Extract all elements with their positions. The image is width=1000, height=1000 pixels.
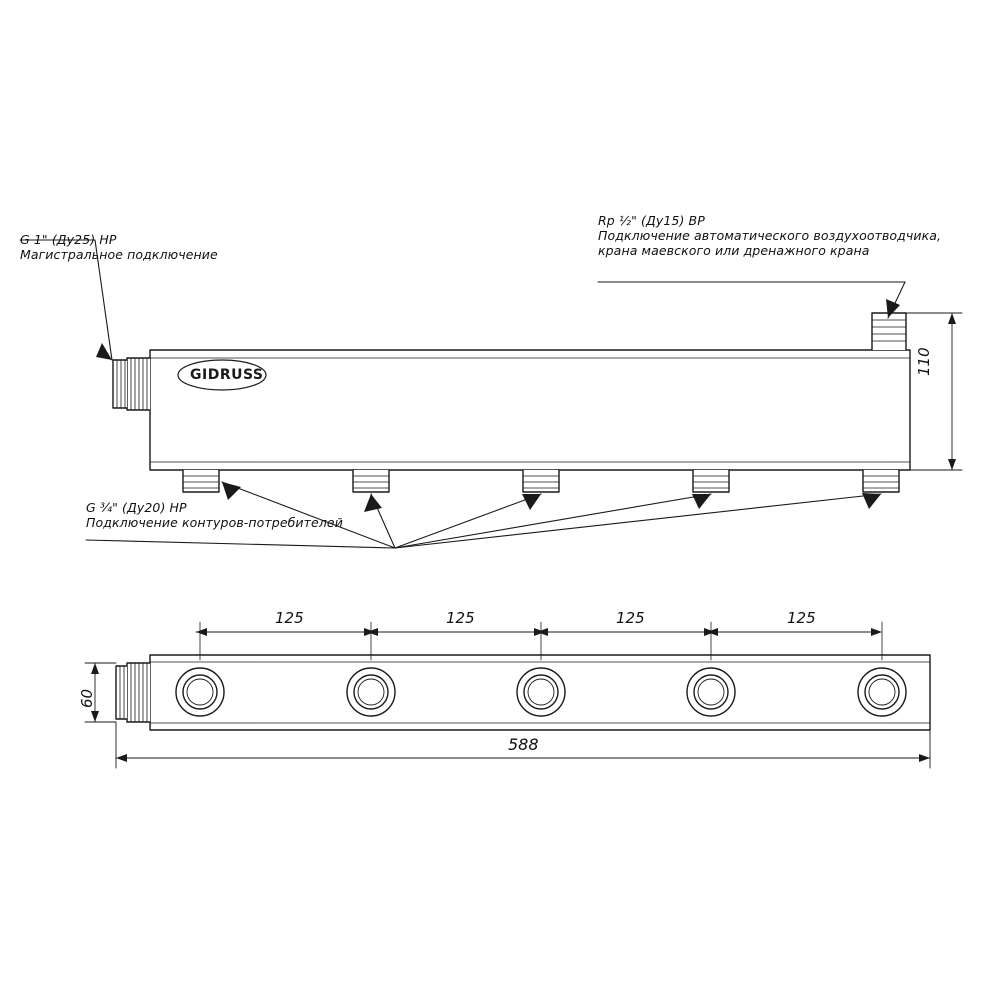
- outlet-port-4: [693, 470, 729, 492]
- dimension-label-110: 110: [915, 347, 933, 376]
- dimension-label-spacing-1: 125: [275, 609, 304, 627]
- outlet-port-2: [353, 470, 389, 492]
- dimension-label-spacing-4: 125: [787, 609, 816, 627]
- port-circle-4: [687, 668, 735, 716]
- main-inlet-port-plan: [116, 663, 150, 722]
- annotation-main-connection-line1: G 1" (Ду25) НР: [20, 232, 117, 247]
- dimension-label-spacing-3: 125: [616, 609, 645, 627]
- port-circle-5: [858, 668, 906, 716]
- port-circle-1: [176, 668, 224, 716]
- dimension-label-60: 60: [78, 688, 96, 708]
- brand-logo-text: GIDRUSS: [190, 367, 264, 383]
- annotation-consumer-circuits: [86, 500, 343, 530]
- manifold-body-front: [150, 350, 910, 470]
- port-circle-3: [517, 668, 565, 716]
- air-vent-port: [872, 313, 906, 350]
- annotation-main-connection: [20, 232, 218, 262]
- dimension-spacing-line: [196, 628, 882, 636]
- dimension-label-spacing-2: 125: [446, 609, 475, 627]
- annotation-main-connection-line2: Магистральное подключение: [20, 247, 218, 262]
- dimension-label-total-length: 588: [508, 735, 539, 754]
- port-circle-2: [347, 668, 395, 716]
- leader-air-vent: [598, 282, 905, 318]
- outlet-port-3: [523, 470, 559, 492]
- annotation-air-vent-line3: крана маевского или дренажного крана: [598, 243, 870, 258]
- main-inlet-port: [113, 358, 150, 410]
- annotation-consumer-circuits-line1: G ¾" (Ду20) НР: [86, 500, 187, 515]
- outlet-port-1: [183, 470, 219, 492]
- annotation-air-vent-line1: Rp ½" (Ду15) ВР: [598, 213, 705, 228]
- annotation-consumer-circuits-line2: Подключение контуров-потребителей: [86, 515, 343, 530]
- annotation-air-vent: [598, 213, 941, 258]
- outlet-port-5: [863, 470, 899, 492]
- annotation-air-vent-line2: Подключение автоматического воздухоотводчика,: [598, 228, 942, 243]
